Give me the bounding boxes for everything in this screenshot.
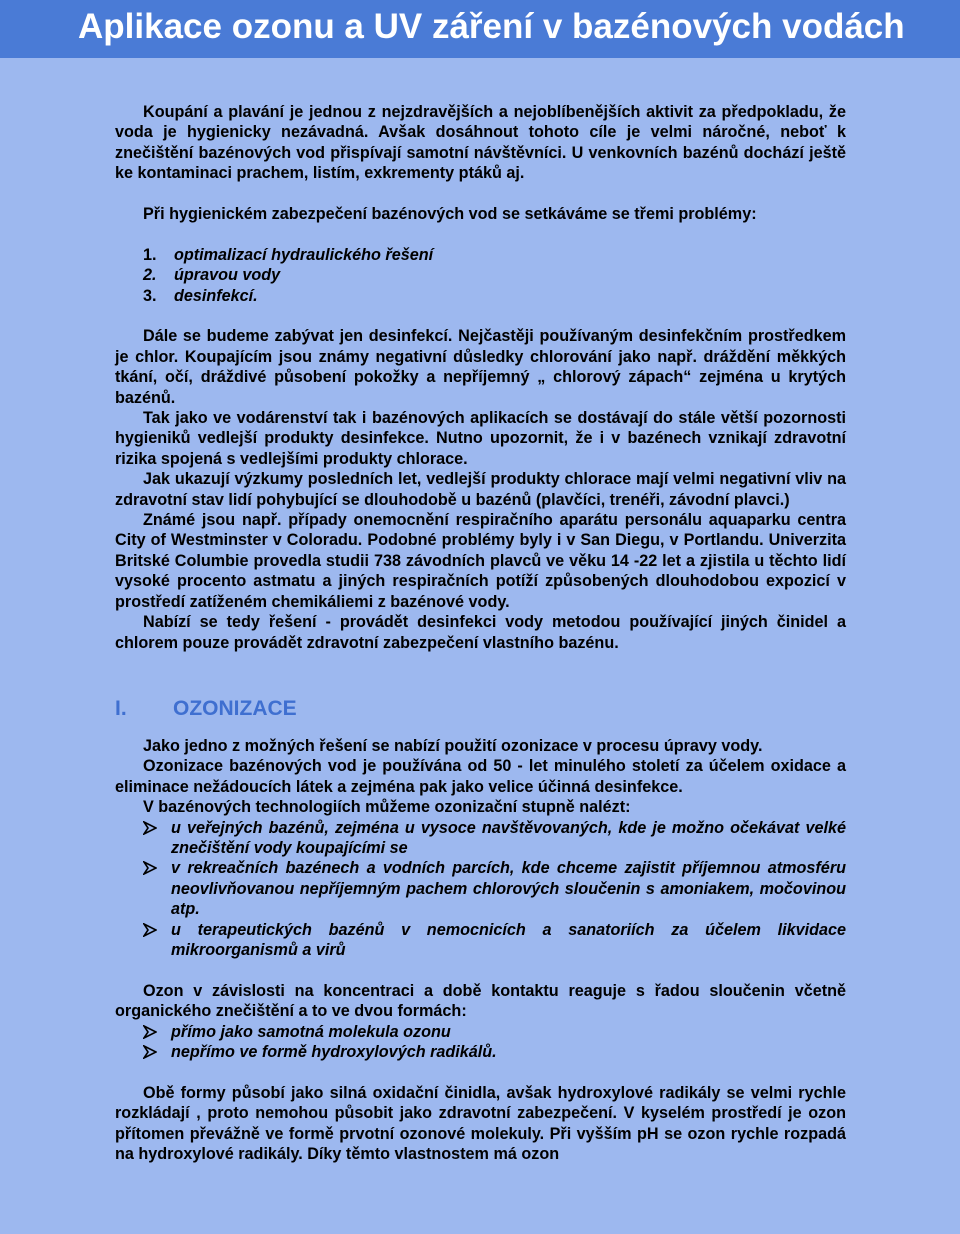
problems-list (115, 245, 846, 306)
section-heading (115, 694, 846, 724)
list-item-text: přímo jako samotná molekula ozonu (171, 1022, 451, 1041)
list-item (143, 1022, 846, 1042)
page-title: Aplikace ozonu a UV záření v bazénových vodách (78, 7, 905, 46)
arrow-bullet-icon (143, 1042, 171, 1062)
section-number: I. (115, 696, 127, 720)
list-item (143, 286, 846, 306)
arrow-bullet-icon (143, 858, 171, 919)
list-item-text: optimalizací hydraulického řešení (174, 245, 434, 264)
arrow-bullet-icon (143, 1022, 171, 1042)
list-item (143, 1042, 846, 1062)
list-item-text: desinfekcí. (174, 286, 258, 305)
section-paragraph-2: Ozonizace bazénových vod je používána od 50 - let minulého století za účelem oxidace a eliminace nežádoucích látek a zejména pak jako velice účinná desinfekce. (115, 757, 846, 796)
intro-paragraph-3: Dále se budeme zabývat jen desinfekcí. Nejčastěji používaným desinfekčním prostředkem je chlor. Koupajícím jsou známy negativní důsledky chlorování jako např. dráždění měkkých tkání, očí, dráždivé působení pokožky a nepříjemný „ chlorový zápach“ zejména u krytých bazénů. (115, 327, 846, 407)
title-bar (0, 0, 960, 58)
intro-paragraph-2: Při hygienickém zabezpečení bazénových vod se setkáváme se třemi problémy: (143, 205, 757, 224)
list-item (143, 858, 846, 919)
intro-paragraph-4: Tak jako ve vodárenství tak i bazénových aplikacích se dostávají do stále větší pozornosti hygieniků vedlejší produkty desinfekce. Nutno upozornit, že i v bazénech vznikají zdravotní rizika spojená s vedlejšími produkty chlorace. (115, 409, 846, 468)
list-item-text: u veřejných bazénů, zejména u vysoce navštěvovaných, kde je možno očekávat velké znečištění vody koupajícími se (171, 818, 846, 857)
list-item (143, 265, 846, 285)
intro-paragraph-7: Nabízí se tedy řešení - provádět desinfekci vody metodou používající jiných činidel a chlorem pouze provádět zdravotní zabezpečení vlastního bazénu. (115, 613, 846, 652)
list-item-text: úpravou vody (174, 266, 281, 285)
intro-paragraph-6: Známé jsou např. případy onemocnění respiračního aparátu personálu aquaparku centra City of Westminster v Coloradu. Podobné problémy byly i v San Diegu, v Portlandu. Univerzita Britské Columbie provedla studii 738 závodních plavců ve věku 14 -22 let a zjistila u těchto lidí vysoké procento astmatu a jiných respiračních potíží způsobených dlouhodobou expozicí v prostředí zatíženém chemikáliemi z bazénové vody. (115, 511, 846, 611)
list-item-text: nepřímo ve formě hydroxylových radikálů. (171, 1043, 497, 1061)
intro-paragraph-1: Koupání a plavání je jednou z nejzdravějších a nejoblíbenějších aktivit za předpokladu, že voda je hygienicky nezávadná. Avšak dosáhnout tohoto cíle je velmi náročné, neboť k znečištění bazénových vod přispívají samotní návštěvníci. U venkovních bazénů dochází ještě ke kontaminaci prachem, listím, exkrementy ptáků aj. (115, 103, 846, 183)
usage-list (115, 818, 846, 961)
list-item-text: v rekreačních bazénech a vodních parcích, kde chceme zajistit příjemnou atmosféru neovlivňovanou nepříjemným pachem chlorových sloučenin s amoniakem, močovinou atp. (171, 859, 846, 919)
section-paragraph-3: V bazénových technologiích můžeme ozonizační stupně nalézt: (143, 798, 631, 817)
list-number: 2. (143, 266, 157, 285)
list-item (143, 920, 846, 961)
list-item (143, 818, 846, 859)
forms-list (115, 1022, 846, 1063)
arrow-bullet-icon (143, 920, 171, 961)
section-paragraph-4: Ozon v závislosti na koncentraci a době kontaktu reaguje s řadou sloučenin včetně organického znečištění a to ve dvou formách: (115, 981, 846, 1021)
list-number: 3. (143, 286, 157, 305)
section-paragraph-1: Jako jedno z možných řešení se nabízí použití ozonizace v procesu úpravy vody. (143, 736, 763, 755)
list-number: 1. (143, 245, 157, 264)
section-paragraph-5: Obě formy působí jako silná oxidační činidla, avšak hydroxylové radikály se velmi rychle rozkládají , proto nemohou působit jako zdravotní zabezpečení. V kyselém prostředí je ozon přítomen převážně ve formě prvotní ozonové molekuly. Při vyšším pH se ozon rychle rozpadá na hydroxylové radikály. Díky těmto vlastnostem má ozon (115, 1083, 846, 1164)
section-title: OZONIZACE (173, 696, 297, 720)
arrow-bullet-icon (143, 818, 171, 859)
list-item-text: u terapeutických bazénů v nemocnicích a sanatoriích za účelem likvidace mikroorganismů a virů (171, 920, 846, 959)
list-item (143, 245, 846, 265)
intro-paragraph-5: Jak ukazují výzkumy posledních let, vedlejší produkty chlorace mají velmi negativní vliv na zdravotní stav lidí pohybující se dlouhodobě u bazénů (plavčíci, trenéři, závodní plavci.) (115, 470, 846, 509)
document-body (115, 102, 846, 1164)
